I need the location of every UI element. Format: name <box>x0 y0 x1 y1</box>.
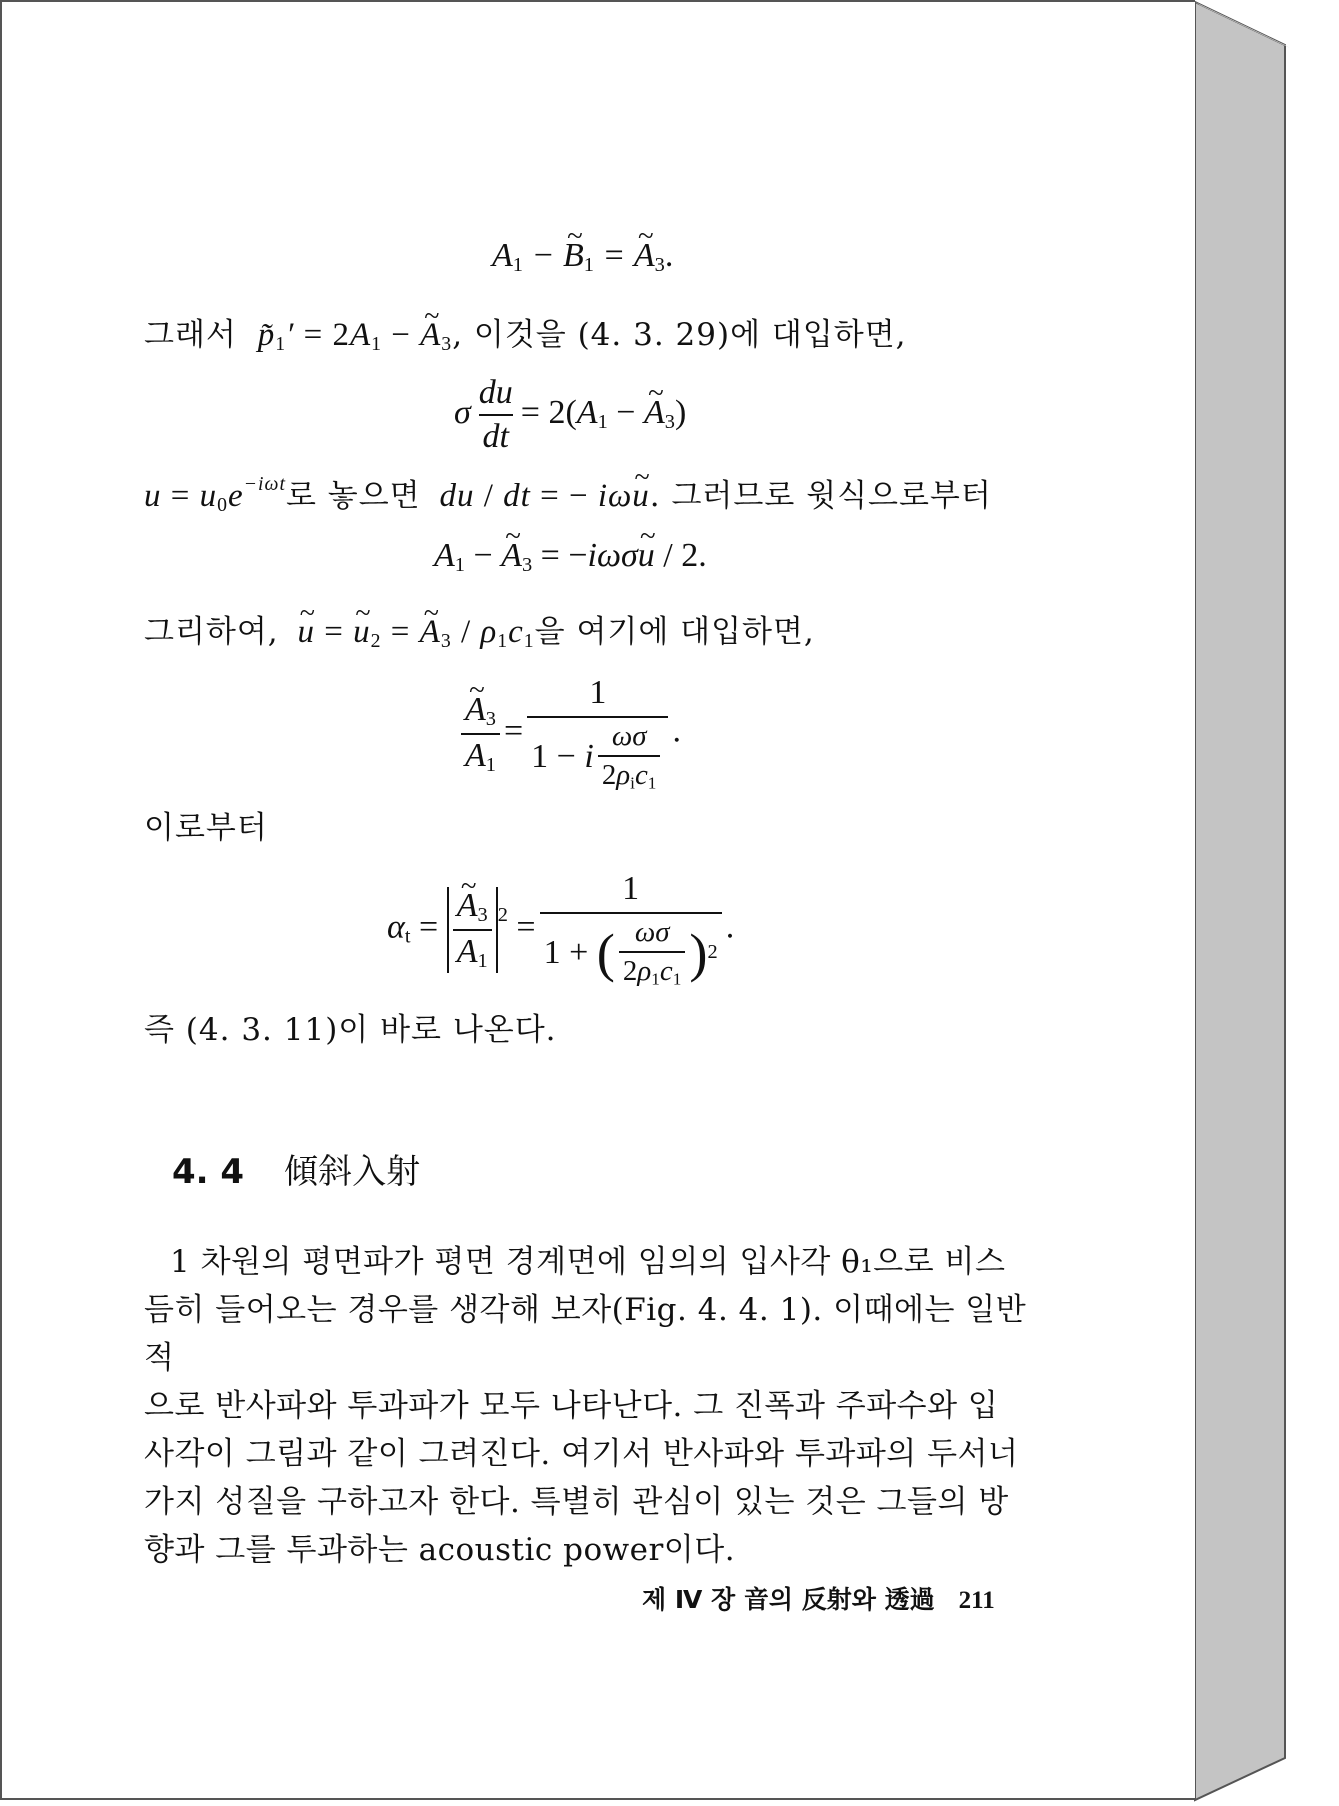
equation-4: ~ $\frac{A_3}{A_1}$ = 1 1 − i $\frac{\omega\sigma}{2\rho_ic_1}$ . <box>457 674 681 793</box>
text-line-from <box>144 802 268 847</box>
paragraph-line: 으로 반사파와 투과파가 모두 나타난다. 그 진폭과 주파수와 입 <box>144 1388 999 1424</box>
body-paragraph <box>144 1238 1044 1574</box>
section-title: 傾斜入射 <box>284 1152 421 1192</box>
equation-1: $A_1$ − ~ $B_1$ = ~ $A_3$. <box>492 237 673 277</box>
paragraph-line: 가지 성질을 구하고자 한다. 특별히 관심이 있는 것은 그들의 방 <box>144 1484 1009 1520</box>
text-u-tail: . 그러므로 윗식으로부터 <box>649 478 992 514</box>
text-line-so: 그래서 $p̃_1' = 2A_1$ − ~ $A_3$, 이것을 (4. 3. 29)에 대입하면, <box>144 309 907 356</box>
equation-3: $A_1$ − ~ $A_3$ = −iωσ~ u / 2. <box>434 537 707 577</box>
text-result: 즉 (4. 3. 11)이 바로 나온다. <box>144 1012 557 1048</box>
paragraph-line: 사각이 그림과 같이 그려진다. 여기서 반사파와 투과파의 두서너 <box>144 1436 1019 1472</box>
section-heading <box>172 1144 420 1193</box>
section-number: 4. 4 <box>172 1152 245 1192</box>
equation-2: σ $\frac{du}{dt}$ = $2(A_1$ − ~ $A_3$) <box>454 374 686 456</box>
text-so-tail: , 이것을 (4. 3. 29)에 대입하면, <box>452 317 907 353</box>
text-thus-tail: 을 여기에 대입하면, <box>534 614 815 650</box>
text-so: 그래서 <box>144 317 237 353</box>
text-thus: 그리하여, <box>144 614 279 650</box>
equation-5: $\alpha_t$ = ~ $\frac{A_3}{A_1}$ $^2$ = 1 1 + ( $\frac{\omega\sigma}{2\rho_1c_1}$ ) 2 . <box>387 870 734 989</box>
text-line-u: $u = u_0e^{-i\omega t}$로 놓으면 du / dt = − iω~ u. 그러므로 윗식으로부터 <box>144 470 992 517</box>
text-line-thus: 그리하여, ~ u = ~ $u_2$ = ~ $A_3 / \rho_1c_1$을 여기에 대입하면, <box>144 606 815 653</box>
chapter-title: 제 Ⅳ 장 音의 反射와 透過 <box>642 1585 935 1614</box>
page-number: 211 <box>958 1587 995 1614</box>
text-line-result <box>144 1004 557 1049</box>
text-u-mid: 로 놓으면 <box>285 478 421 514</box>
text-from: 이로부터 <box>144 810 268 846</box>
paragraph-line: 향과 그를 투과하는 acoustic power이다. <box>144 1532 736 1568</box>
page-footer <box>642 1580 995 1616</box>
paragraph-line: 듬히 들어오는 경우를 생각해 보자(Fig. 4. 4. 1). 이때에는 일반적 <box>144 1292 1027 1376</box>
paragraph-line: 1 차원의 평면파가 평면 경계면에 임의의 입사각 θ₁으로 비스 <box>170 1244 1006 1280</box>
